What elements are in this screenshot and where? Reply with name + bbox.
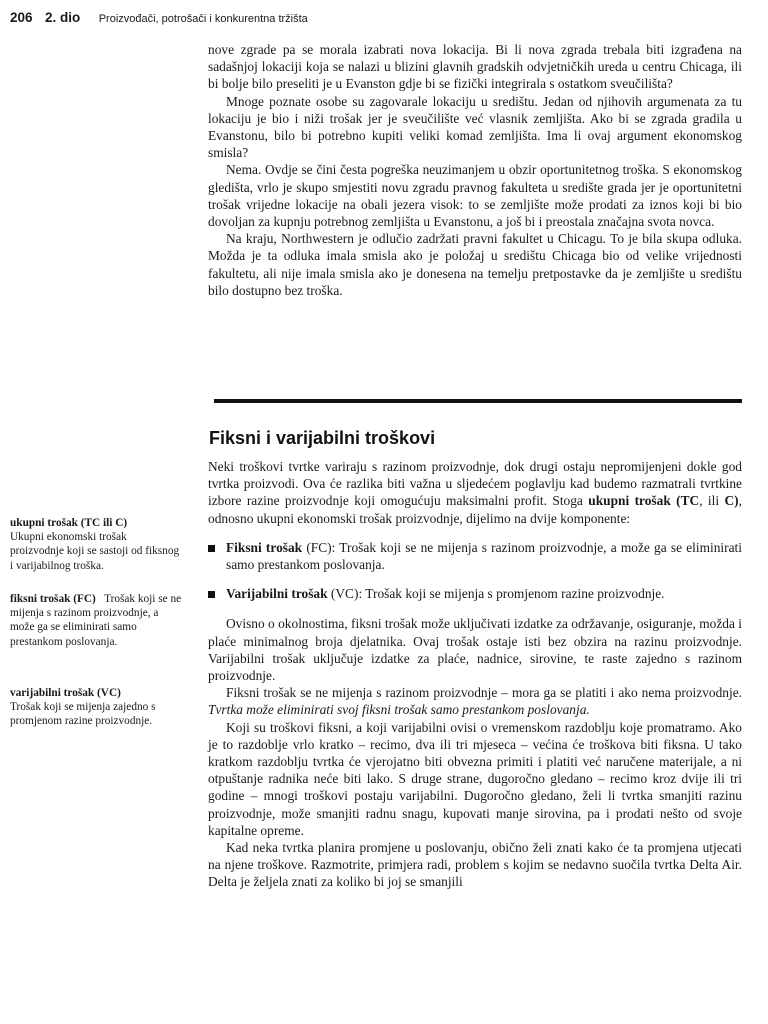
section-body [208, 458, 742, 891]
paragraph: Nema. Ovdje se čini česta pogreška neuzimanjem u obzir oportunitetnog troška. S ekonomskog gledišta, vrlo je skupo smjestiti novu zgradu pravnog fakulteta u središte grada jer je oportunitetni trošak vrijedne lokacije na obali jezera visok: to se zemljište može prodati za iznos koji bi bio dovoljan za kupnju potrebnog zemljišta u Evanstonu, a još bi i preostala značajna svota novca. [208, 162, 742, 230]
margin-glossary-entry [10, 516, 182, 573]
running-header [10, 9, 308, 27]
square-bullet-icon [208, 585, 226, 602]
glossary-term: fiksni trošak (FC) [10, 593, 96, 605]
paragraph: Kad neka tvrtka planira promjene u poslovanju, obično želi znati kako će ta promjena utjecati na njene troškove. Razmotrite, primjera radi, problem s kojim se nedavno suočila tvrtka Delta Air. Delta je željela znati za koliko bi joj se smanjili [208, 840, 742, 890]
paragraph: nove zgrade pa se morala izabrati nova lokacija. Bi li nova zgrada trebala biti izgrađena na sadašnjoj lokaciji koja se nalazi u blizini glavnih gradskih odvjetničkih ureda u centru Chicaga, ili bi bolje bilo preseliti je u Evanston gdje bi se fizički integrirala s ostatkom sveučilišta? [208, 42, 742, 92]
section-title: Fiksni i varijabilni troškovi [209, 428, 436, 448]
paragraph: Fiksni trošak se ne mijenja s razinom proizvodnje – mora ga se platiti i ako nema proizvodnje. Tvrtka može eliminirati svoj fiksni trošak samo prestankom poslovanja. [208, 685, 742, 718]
glossary-definition: Trošak koji se mijenja zajedno s promjenom razine proizvodnje. [10, 701, 156, 728]
key-term: C) [724, 493, 739, 509]
paragraph: Koji su troškovi fiksni, a koji varijabilni ovisi o vremenskom razdoblju koje promatramo. Ako je to razdoblje vrlo kratko – recimo, dva ili tri mjeseca – većina će troškova biti fiksna. U tako kratkom razdoblju tvrtka će vjerojatno biti obvezna primiti i platiti već naručene materijale, a ni otpuštanje radnika neće biti lako. S druge strane, dugoročno gledano – recimo kroz dvije ili tri godine – mnogi troškovi postaju varijabilni. Dugoročno gledano, želi li tvrtka smanjiti razinu proizvodnje, može smanjiti radnu snagu, kupovati manje sirovina, pa i prodati nešto od svoje kapitalne opreme. [208, 719, 742, 838]
glossary-definition: Ukupni ekonomski trošak proizvodnje koji se sastoji od fiksnog i varijabilnog troška. [10, 531, 180, 572]
paragraph: Ovisno o okolnostima, fiksni trošak može uključivati izdatke za održavanje, osiguranje, možda i plaće minimalnog broja djelatnika. Ovaj trošak ostaje isti bez obzira na razinu proizvodnje. Varijabilni trošak uključuje izdatke za plaće, nadnice, sirovine, te raste zajedno s razinom proizvodnje. [208, 616, 742, 684]
bullet-item: Varijabilni trošak (VC): Trošak koji se mijenja s promjenom razine proizvodnje. [208, 585, 742, 602]
paragraph: Mnoge poznate osobe su zagovarale lokaciju u središtu. Jedan od njihovih argumenata za tu lokaciju je bio i niži trošak jer je sveučilište već vlasnik zemljišta. Ako bi se zgrada gradila u Evanstonu, bilo bi potrebno kupiti veliki komad zemljišta. Ima li ovaj argument ekonomskog smisla? [208, 93, 742, 161]
glossary-term: varijabilni trošak (VC) [10, 687, 121, 699]
square-bullet-icon [208, 539, 226, 573]
intro-paragraph: Neki troškovi tvrtke variraju s razinom proizvodnje, dok drugi ostaju nepromijenjeni dokle god tvrtka proizvodi. Ova će razlika biti važna u sljedećem poglavlju kad budemo razmatrali tvrtkine izbore razine proizvodnje koji omogućuju maksimalni profit. Stoga ukupni trošak (TC, ili C), odnosno ukupni ekonomski trošak proizvodnje, dijelimo na dvije komponente: [208, 459, 742, 526]
glossary-definition: Trošak koji se ne mijenja s razinom proizvodnje, a može ga se eliminirati samo prestankom poslovanja. [10, 593, 182, 648]
section-divider [214, 399, 742, 403]
bullet-term: Varijabilni trošak [226, 586, 328, 602]
margin-glossary-entry [10, 686, 182, 729]
bullet-term: Fiksni trošak [226, 539, 303, 555]
chapter-title: Proizvođači, potrošači i konkurentna tržišta [98, 13, 308, 25]
page-number: 206 [10, 10, 33, 25]
glossary-term: ukupni trošak (TC ili C) [10, 517, 128, 529]
margin-glossary-entry [10, 592, 182, 649]
key-term: ukupni trošak (TC [588, 493, 700, 509]
paragraph: Na kraju, Northwestern je odlučio zadržati pravni fakultet u Chicagu. To je bila skupa odluka. Možda je ta odluka imala smisla ako je položaj u središtu Chicaga bio od velike vrijednosti fakultetu, ali nije imala smisla ako je donesena na temelju pretpostavke da je zemljište u središtu bilo dostupno bez troška. [208, 231, 742, 298]
bullet-item: Fiksni trošak (FC): Trošak koji se ne mijenja s razinom proizvodnje, a može ga se eliminirati samo prestankom poslovanja. [208, 539, 742, 573]
continued-text-block [208, 41, 742, 299]
emphasized-statement: Tvrtka može eliminirati svoj fiksni trošak samo prestankom poslovanja. [208, 702, 590, 718]
part-label: 2. dio [44, 10, 81, 25]
